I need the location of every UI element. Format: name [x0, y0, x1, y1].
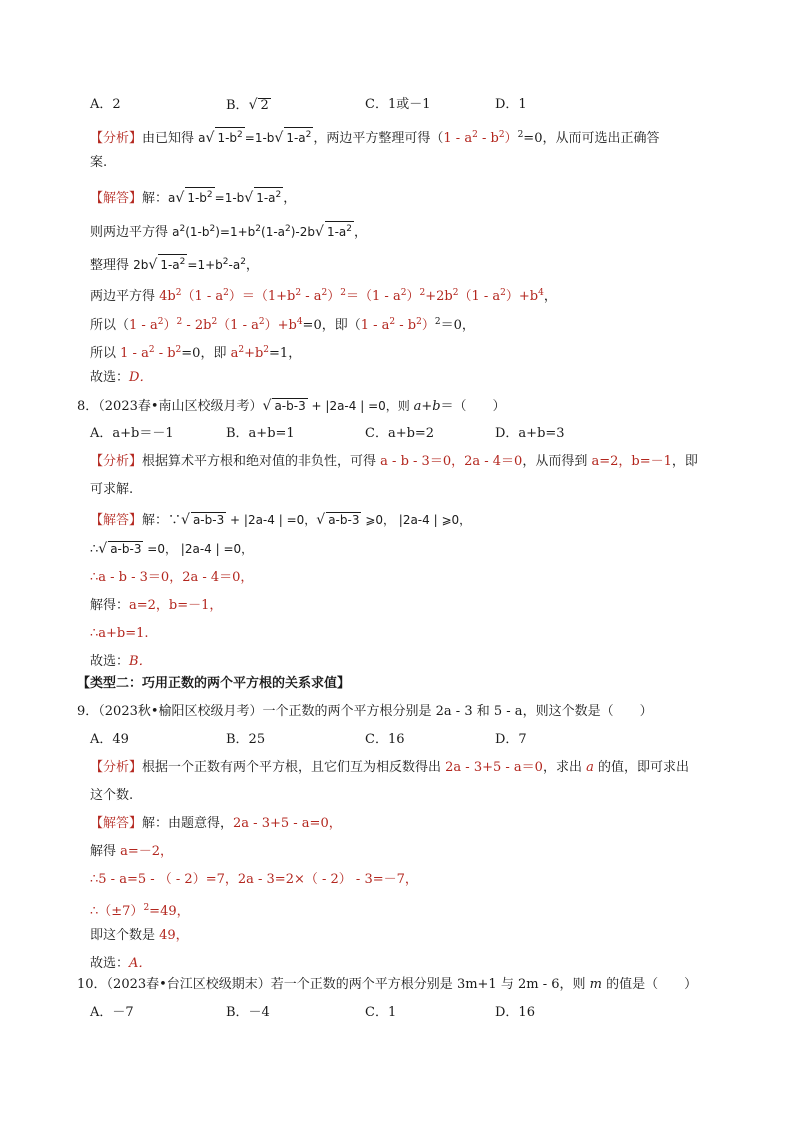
q8-answer-line1: 【解答】解：∵√ a-b-3 + |2a-4 | =0，√ a-b-3 ⩾0， |2a-4 | ⩾0，	[90, 512, 472, 528]
q8-choose: 故选：B．	[90, 654, 152, 669]
q9-stem: 9．（2023秋•榆阳区校级月考）一个正数的两个平方根分别是 2a - 3 和 5 - a，则这个数是（ ）	[77, 704, 653, 719]
q7-answer-line4: 两边平方得 $4b^2(1 - a^2)=(1+b^2 - a^2)^2=(1 - a^2)^2+2b^2(1 - a^2)+b^4$，	[90, 288, 557, 304]
q8-answer-line4: 解得：a=2，b=－1，	[90, 598, 223, 613]
q10-option-d: D．16	[495, 1005, 535, 1020]
section-title: 【类型二：巧用正数的两个平方根的关系求值】	[77, 676, 351, 691]
q8-option-c: C．a+b=2	[365, 426, 435, 441]
q10-option-a: A．－7	[90, 1005, 134, 1020]
q7-answer-line5: 所以$(1 - a^2)^2 - 2b^2(1 - a^2)+b^4=0$，即$(1 - a^2 - b^2)^2=0$，	[90, 317, 475, 333]
q7-option-d: D．1	[495, 97, 527, 112]
q9-option-d: D．7	[495, 732, 527, 747]
q9-answer-line1: 【解答】解：由题意得，2a - 3+5 - a=0，	[90, 816, 342, 831]
q7-option-a: A．2	[90, 97, 121, 112]
q7-option-c: C．1或－1	[365, 97, 431, 112]
answer-tag: 【解答】	[90, 191, 143, 206]
q7-answer-line6: 所以 $1 - a^2 - b^2=0$，即 $a^2+b^2=1$，	[90, 345, 302, 361]
q9-choose: 故选：A．	[90, 956, 152, 971]
q7-analysis-line1: 【分析】由已知得 a√ $1-b^2 =1-b√$ $1-a^2$ ，两边平方整理可得$(1 - a^2 - b^2)^2=0$，从而可选出正确答	[90, 126, 659, 148]
q7-answer-line3: 整理得 2b√ $1-a^2 =1+b^2-a^2$，	[90, 253, 259, 275]
q9-analysis-line1: 【分析】根据一个正数有两个平方根，且它们互为相反数得出 2a - 3+5 - a＝0，求出 a 的值，即可求出	[90, 760, 689, 775]
q8-option-b: B．a+b=1	[226, 426, 295, 441]
q9-option-b: B．25	[226, 732, 266, 747]
q8-answer-line2: ∴√ a-b-3 =0， |2a-4 | =0，	[90, 541, 254, 557]
q8-answer-line3: ∴a - b - 3＝0，2a - 4＝0，	[90, 570, 254, 585]
q8-answer-line5: ∴a+b=1.	[90, 626, 149, 641]
q9-analysis-line2: 这个数.	[90, 788, 134, 803]
q7-analysis-line2: 案.	[90, 155, 108, 170]
analysis-tag: 【分析】	[90, 131, 143, 146]
q9-answer-line5: 即这个数是 49，	[90, 928, 189, 943]
q9-option-a: A．49	[90, 732, 129, 747]
q9-option-c: C．16	[365, 732, 405, 747]
q10-option-b: B．－4	[226, 1005, 270, 1020]
q8-analysis-line1: 【分析】根据算术平方根和绝对值的非负性，可得 a - b - 3＝0，2a - 4＝0，从而得到 a=2，b=－1，即	[90, 454, 698, 469]
q8-option-a: A．a+b＝－1	[90, 426, 174, 441]
q10-stem: 10．（2023春•台江区校级期末）若一个正数的两个平方根分别是 3m+1 与 2m - 6，则 m 的值是（ ）	[77, 977, 698, 992]
q9-answer-line4: $\therefore(\pm 7)^2=49$，	[90, 903, 190, 919]
q9-answer-line2: 解得 a=－2，	[90, 844, 174, 859]
q10-option-c: C．1	[365, 1005, 397, 1020]
q8-stem: 8．（2023春•南山区校级月考）√ a-b-3 + |2a-4 | =0，则 a+b＝（ ）	[77, 398, 506, 414]
q8-option-d: D．a+b=3	[495, 426, 565, 441]
q7-option-b: B．√ 2	[226, 97, 269, 113]
q7-answer-line2: 则两边平方得 $a^2(1-b^2)=1+b^2(1-a^2)-2b√$ $1-a^2$ ，	[90, 220, 367, 242]
q7-answer-line1: 【解答】解：a√ $1-b^2 =1-b√$ $1-a^2$ ，	[90, 187, 296, 208]
q8-analysis-line2: 可求解.	[90, 482, 134, 497]
q7-choose: 故选：D．	[90, 370, 153, 385]
q9-answer-line3: ∴5 - a=5 - （ - 2）=7，2a - 3=2×（ - 2） - 3=－7，	[90, 872, 418, 887]
